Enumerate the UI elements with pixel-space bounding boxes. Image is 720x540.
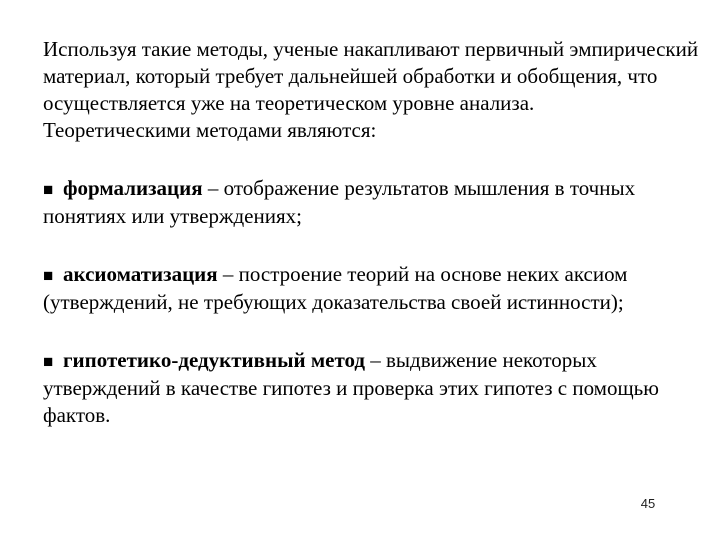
square-bullet-icon: ■ [43, 352, 54, 371]
bullet-axiomatization [43, 261, 703, 316]
intro-paragraph: Используя такие методы, ученые накапливают первичный эмпирический материал, который требует дальнейшей обработки и обобщения, что осуществляется уже на теоретическом уровне анализа. [43, 37, 699, 115]
bullet-hypothetico-deductive [43, 347, 703, 429]
slide-content [43, 36, 703, 429]
square-bullet-icon: ■ [43, 266, 54, 285]
bullet-term: формализация [63, 176, 203, 200]
page-number: 45 [640, 496, 656, 511]
bullet-formalization [43, 175, 703, 230]
square-bullet-icon: ■ [43, 180, 54, 199]
methods-heading: Теоретическими методами являются: [43, 118, 377, 142]
bullet-term: аксиоматизация [63, 262, 218, 286]
bullet-text: – выдвижение некоторых утверждений в качестве гипотез и проверка этих гипотез с помощью фактов. [43, 348, 659, 427]
intro-block [43, 36, 703, 144]
bullet-text: – отображение результатов мышления в точных понятиях или утверждениях; [43, 176, 636, 228]
bullet-term: гипотетико-дедуктивный метод [63, 348, 365, 372]
bullet-text: – построение теорий на основе неких аксиом (утверждений, не требующих доказательства своей истинности); [43, 262, 628, 314]
